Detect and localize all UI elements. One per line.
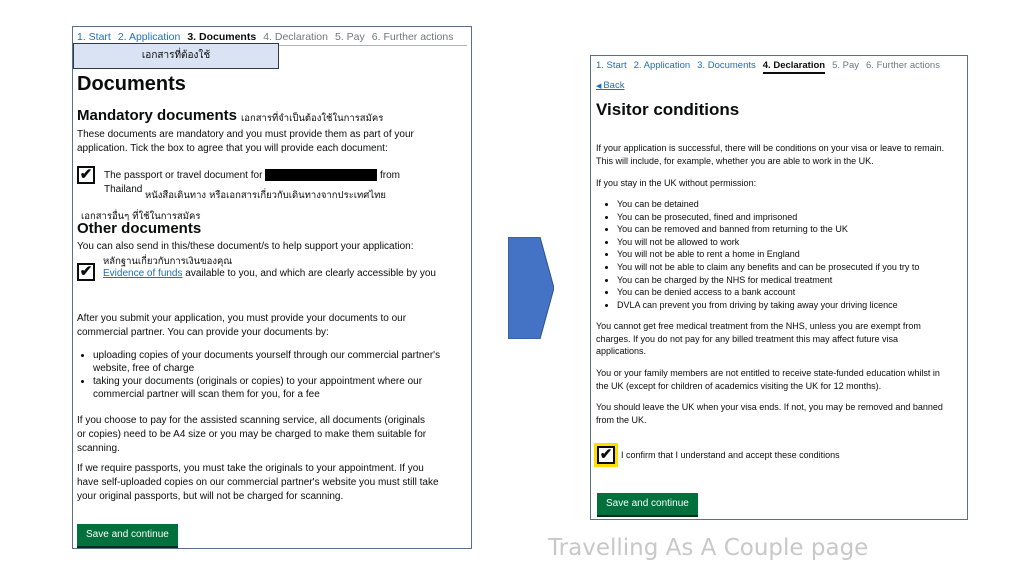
mandatory-intro: These documents are mandatory and you must provide them as part of your application. Tick the box to agree that you will provide each document:	[77, 129, 414, 154]
step-start[interactable]: 1. Start	[596, 60, 627, 71]
arrow-right-icon	[508, 237, 554, 339]
nhs-text: You cannot get free medical treatment from the NHS, unless you are exempt from charges. If you do not pay for any billed treatment this may affect future visa applications.	[596, 321, 921, 356]
progress-steps	[73, 27, 471, 43]
education-text: You or your family members are not entitled to receive state-funded education whilst in the UK (except for children of academics visiting the UK for 12 months).	[596, 368, 940, 391]
step-declaration: 4. Declaration	[263, 31, 328, 43]
list-item: • You can be prosecuted, fined and imprisoned	[617, 211, 967, 224]
list-item: • You will not be able to claim any benefits and can be prosecuted if you try to	[617, 261, 967, 274]
list-item: • uploading copies of your documents yourself through our commercial partner's website, free of charge	[93, 349, 463, 375]
back-label: Back	[603, 80, 625, 91]
after-submit-text: After you submit your application, you must provide your documents to our commercial partner. You can provide your documents by:	[77, 313, 407, 338]
step-documents: 3. Documents	[187, 31, 257, 43]
funds-checkbox[interactable]	[77, 263, 95, 281]
passport-label	[104, 169, 404, 183]
save-and-continue-button[interactable]: Save and continue	[597, 493, 698, 515]
other-heading: Other documents	[77, 220, 202, 237]
declaration-page-panel	[590, 55, 968, 520]
step-further-actions: 6. Further actions	[866, 60, 940, 71]
list-item: • DVLA can prevent you from driving by taking away your driving licence	[617, 299, 967, 312]
step-declaration: 4. Declaration	[763, 60, 825, 74]
conditions-intro: If your application is successful, there will be conditions on your visa or leave to remain. This will include, for example, whether you are able to work in the UK.	[596, 143, 945, 166]
funds-label	[103, 267, 463, 281]
passport-label-text: The passport or travel document for	[104, 170, 263, 181]
consequences-list	[597, 198, 967, 311]
other-intro: You can also send in this/these document/s to help support your application:	[77, 241, 414, 252]
step-pay: 5. Pay	[334, 31, 365, 43]
mandatory-heading: Mandatory documents	[77, 107, 238, 124]
check-icon: ✔	[599, 446, 613, 463]
list-item: • You will not be able to rent a home in England	[617, 248, 967, 261]
passport-label-country: Thailand	[104, 184, 143, 195]
list-item: • You can be charged by the NHS for medical treatment	[617, 274, 967, 287]
step-application[interactable]: 2. Application	[633, 60, 691, 71]
passports-text: If we require passports, you must take the originals to your appointment. If you have self-uploaded copies on our commercial partner's website you must still take your original passports, but will not be charged for scanning.	[77, 463, 439, 502]
page-title: Visitor conditions	[596, 100, 740, 119]
progress-steps	[591, 56, 967, 74]
step-further-actions: 6. Further actions	[371, 31, 454, 43]
evidence-of-funds-link[interactable]: Evidence of funds	[103, 268, 183, 279]
list-item: • You will not be allowed to work	[617, 236, 967, 249]
funds-label-text: available to you, and which are clearly accessible by you	[182, 268, 436, 279]
leave-uk-text: You should leave the UK when your visa ends. If not, you may be removed and banned from the UK.	[596, 402, 943, 425]
caption-text: Travelling As A Couple page	[548, 535, 869, 561]
passport-checkbox[interactable]	[77, 166, 95, 184]
step-application[interactable]: 2. Application	[117, 31, 181, 43]
assisted-scanning-text: If you choose to pay for the assisted scanning service, all documents (originals or copies) need to be A4 size or you may be charged to make them suitable for scanning.	[77, 415, 427, 454]
check-icon: ✔	[79, 263, 93, 280]
without-permission-text: If you stay in the UK without permission:	[596, 178, 757, 188]
documents-page-panel	[72, 26, 472, 549]
passport-thai-note: หนังสือเดินทาง หรือเอกสารเกี่ยวกับเดินทางจากประเทศไทย	[145, 190, 386, 201]
back-link[interactable]	[596, 80, 624, 91]
redacted-name	[265, 169, 377, 181]
mandatory-thai-note: เอกสารที่จำเป็นต้องใช้ในการสมัคร	[241, 113, 384, 124]
funds-thai-note: หลักฐานเกี่ยวกับการเงินของคุณ	[103, 256, 233, 267]
thai-note-box: เอกสารที่ต้องใช้	[73, 43, 279, 69]
list-item: • You can be removed and banned from returning to the UK	[617, 223, 967, 236]
list-item: • taking your documents (originals or copies) to your appointment where our commercial partner will scan them for you, for a fee	[93, 375, 463, 401]
confirm-conditions-label: I confirm that I understand and accept these conditions	[621, 450, 840, 460]
list-item: • You can be denied access to a bank account	[617, 286, 967, 299]
step-pay: 5. Pay	[832, 60, 860, 71]
provide-documents-list	[73, 349, 463, 401]
confirm-conditions-checkbox[interactable]	[597, 446, 615, 464]
save-and-continue-button[interactable]: Save and continue	[77, 524, 178, 546]
step-start[interactable]: 1. Start	[77, 31, 111, 43]
list-item: • You can be detained	[617, 198, 967, 211]
passport-label-from: from	[379, 170, 400, 181]
check-icon: ✔	[79, 166, 93, 183]
other-thai-note: เอกสารอื่นๆ ที่ใช้ในการสมัคร	[81, 211, 201, 222]
back-triangle-icon: ◀	[596, 83, 604, 90]
page-title: Documents	[77, 73, 186, 95]
step-documents[interactable]: 3. Documents	[697, 60, 756, 71]
